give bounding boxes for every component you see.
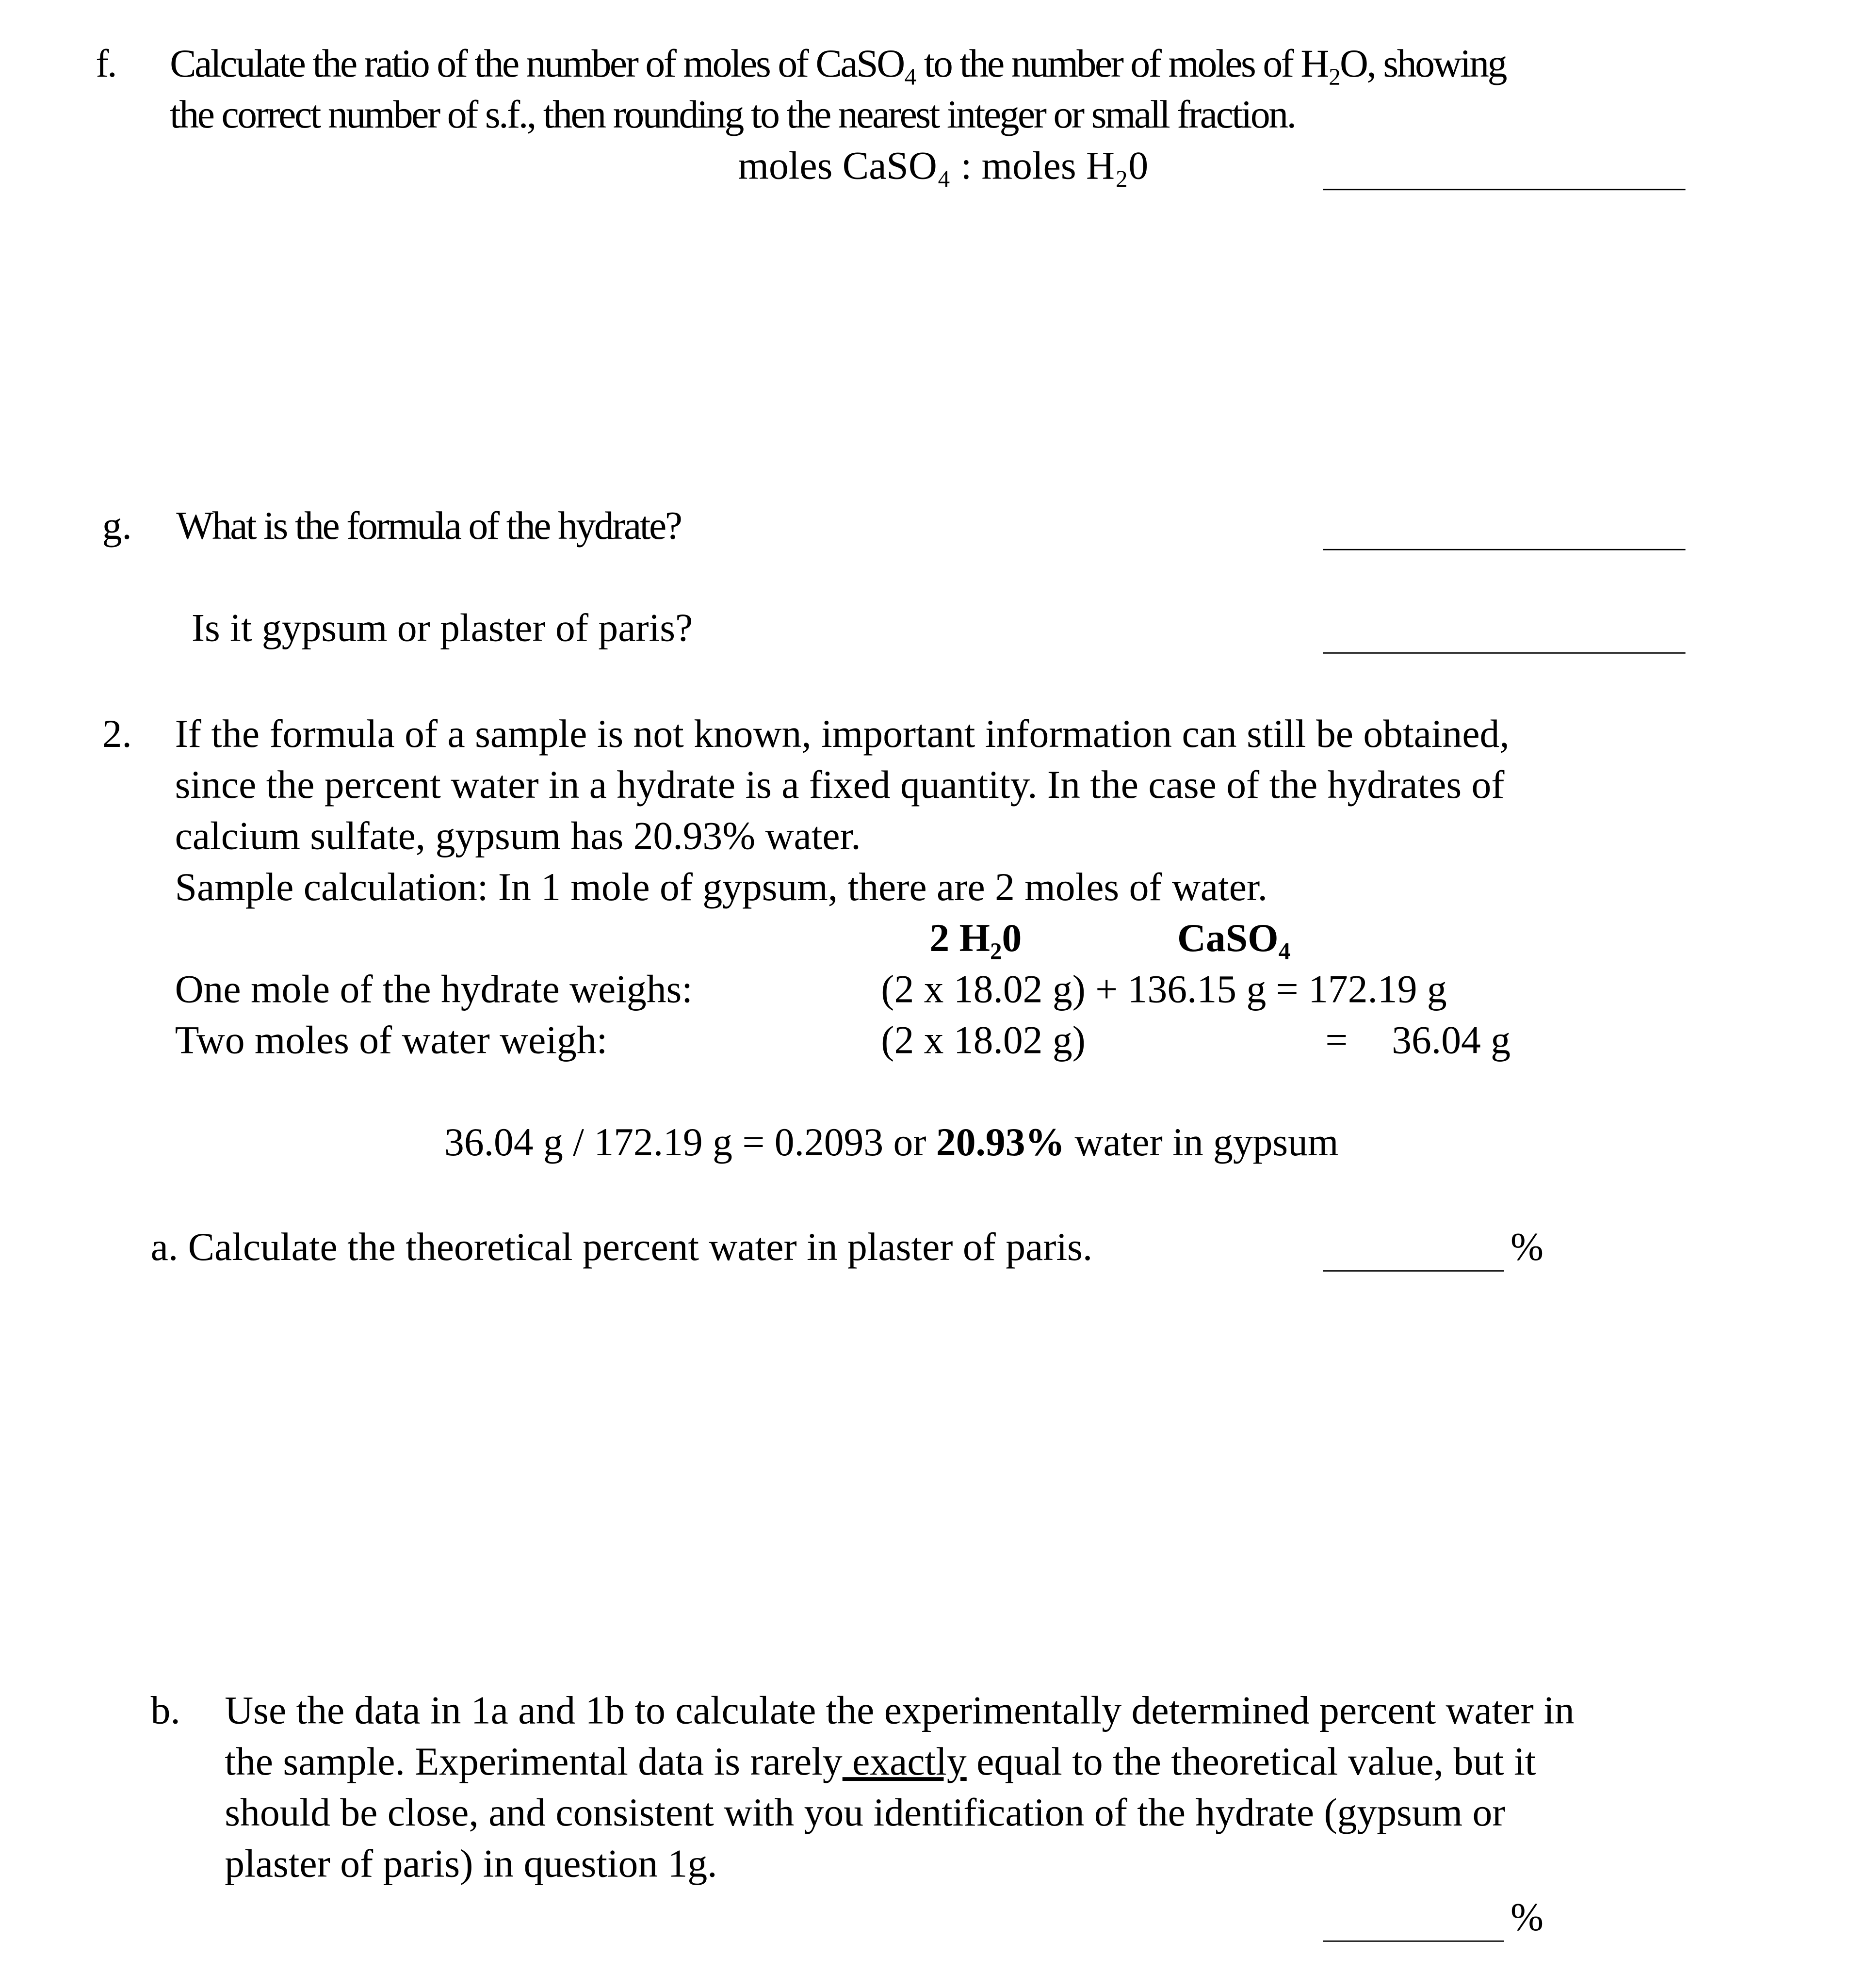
answer-blank-2a[interactable] xyxy=(1323,1270,1504,1272)
question-g-type: Is it gypsum or plaster of paris? xyxy=(191,605,693,650)
question-2b-line xyxy=(225,1739,1536,1785)
question-2-line: If the formula of a sample is not known, important information can still be obtained, xyxy=(175,711,1510,756)
question-f-line2: the correct number of s.f., then rounding to the nearest integer or small fraction. xyxy=(170,92,1295,137)
question-2b-line: plaster of paris) in question 1g. xyxy=(225,1841,717,1886)
question-f-line1: Calculate the ratio of the number of moles of CaSO₄ to the number of moles of H₂O, showing xyxy=(170,41,1506,86)
percent-sign-2a: % xyxy=(1511,1224,1543,1269)
percent-sign-2b: % xyxy=(1511,1894,1543,1940)
question-2a: a. Calculate the theoretical percent water in plaster of paris. xyxy=(150,1224,1093,1269)
question-2-line: Sample calculation: In 1 mole of gypsum, there are 2 moles of water. xyxy=(175,864,1268,909)
underlined-exactly: exactly xyxy=(842,1739,967,1784)
header-caso4: CaSO₄ xyxy=(1177,915,1291,960)
answer-blank-type[interactable] xyxy=(1323,652,1686,654)
row2-label: Two moles of water weigh: xyxy=(175,1017,608,1063)
row2-result: 36.04 g xyxy=(1392,1017,1511,1063)
answer-blank-ratio[interactable] xyxy=(1323,189,1686,191)
row2-equals: = xyxy=(1325,1017,1348,1063)
question-g-formula: What is the formula of the hydrate? xyxy=(176,503,681,548)
ratio-label: moles CaSO₄ : moles H₂0 xyxy=(738,143,1149,188)
result-line xyxy=(444,1120,1338,1166)
header-water: 2 H₂0 xyxy=(929,915,1022,960)
result-post: water in gypsum xyxy=(1065,1119,1339,1164)
question-2-line: since the percent water in a hydrate is a fixed quantity. In the case of the hydrates of xyxy=(175,762,1505,807)
question-2b-line: Use the data in 1a and 1b to calculate the experimentally determined percent water in xyxy=(225,1687,1575,1733)
row2-calc: (2 x 18.02 g) xyxy=(881,1017,1086,1063)
answer-blank-2b[interactable] xyxy=(1323,1940,1504,1942)
question-2b-label: b. xyxy=(150,1687,180,1733)
question-2-label: 2. xyxy=(102,711,132,756)
row1-label: One mole of the hydrate weighs: xyxy=(175,966,693,1011)
row1-calc: (2 x 18.02 g) + 136.15 g = 172.19 g xyxy=(881,966,1447,1011)
result-percent: 20.93% xyxy=(936,1119,1065,1164)
text: equal to the theoretical value, but it xyxy=(966,1739,1536,1784)
question-2-line: calcium sulfate, gypsum has 20.93% water. xyxy=(175,813,861,858)
result-pre: 36.04 g / 172.19 g = 0.2093 or xyxy=(444,1119,936,1164)
question-g-label: g. xyxy=(102,503,132,548)
answer-blank-formula[interactable] xyxy=(1323,549,1686,550)
question-2b-line: should be close, and consistent with you identification of the hydrate (gypsum or xyxy=(225,1790,1506,1835)
text: the sample. Experimental data is rarely xyxy=(225,1739,843,1784)
question-f-label: f. xyxy=(96,41,116,86)
